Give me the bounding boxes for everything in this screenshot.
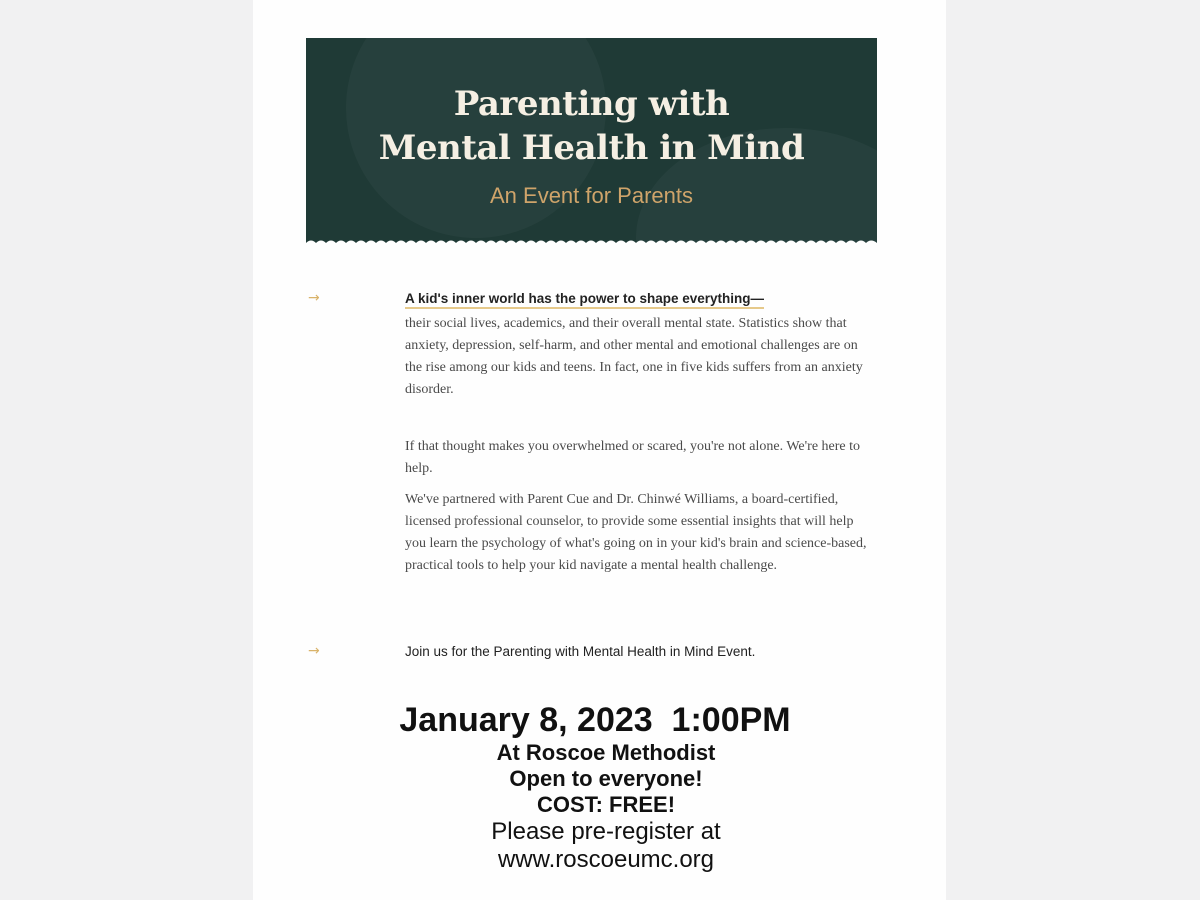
intro-lead	[405, 291, 875, 306]
join-invitation: Join us for the Parenting with Mental Health in Mind Event.	[405, 644, 756, 659]
arrow-bullet-icon: →	[308, 643, 320, 659]
intro-paragraph-2-text: If that thought makes you overwhelmed or scared, you're not alone. We're here to help.	[405, 439, 861, 476]
event-website: www.roscoeumc.org	[497, 846, 715, 873]
event-cost: COST: FREE!	[536, 792, 676, 817]
event-register-note: Please pre-register at	[491, 818, 721, 845]
intro-paragraph-2	[405, 436, 875, 480]
event-date-time: January 8, 2023 1:00PM	[399, 701, 791, 739]
event-title	[306, 82, 877, 170]
intro-paragraph-1-text: their social lives, academics, and their overall mental state. Statistics show that anxiety, depression, self-harm, and other mental and emotional challenges are on the rise among our kids and teens. In fact, one in five kids suffers from an anxiety disorder.	[405, 316, 863, 397]
banner-scalloped-edge	[306, 238, 877, 248]
event-title-line2: Mental Health in Mind	[378, 128, 805, 168]
arrow-bullet-icon: →	[308, 290, 320, 306]
event-subtitle: An Event for Parents	[490, 183, 693, 208]
event-open-note: Open to everyone!	[509, 766, 703, 791]
intro-lead-text: A kid's inner world has the power to shape everything—	[405, 291, 764, 309]
event-title-line1: Parenting with	[453, 84, 730, 124]
event-location: At Roscoe Methodist	[496, 740, 716, 765]
intro-paragraph-3-text: We've partnered with Parent Cue and Dr. Chinwé Williams, a board-certified, licensed professional counselor, to provide some essential insights that will help you learn the psychology of what's going on in your kid's brain and science-based, practical tools to help your kid navigate a mental health challenge.	[405, 492, 867, 573]
event-banner	[306, 38, 877, 248]
intro-paragraph-3	[405, 489, 875, 577]
event-details	[0, 700, 1200, 874]
intro-paragraph-1	[405, 313, 875, 401]
